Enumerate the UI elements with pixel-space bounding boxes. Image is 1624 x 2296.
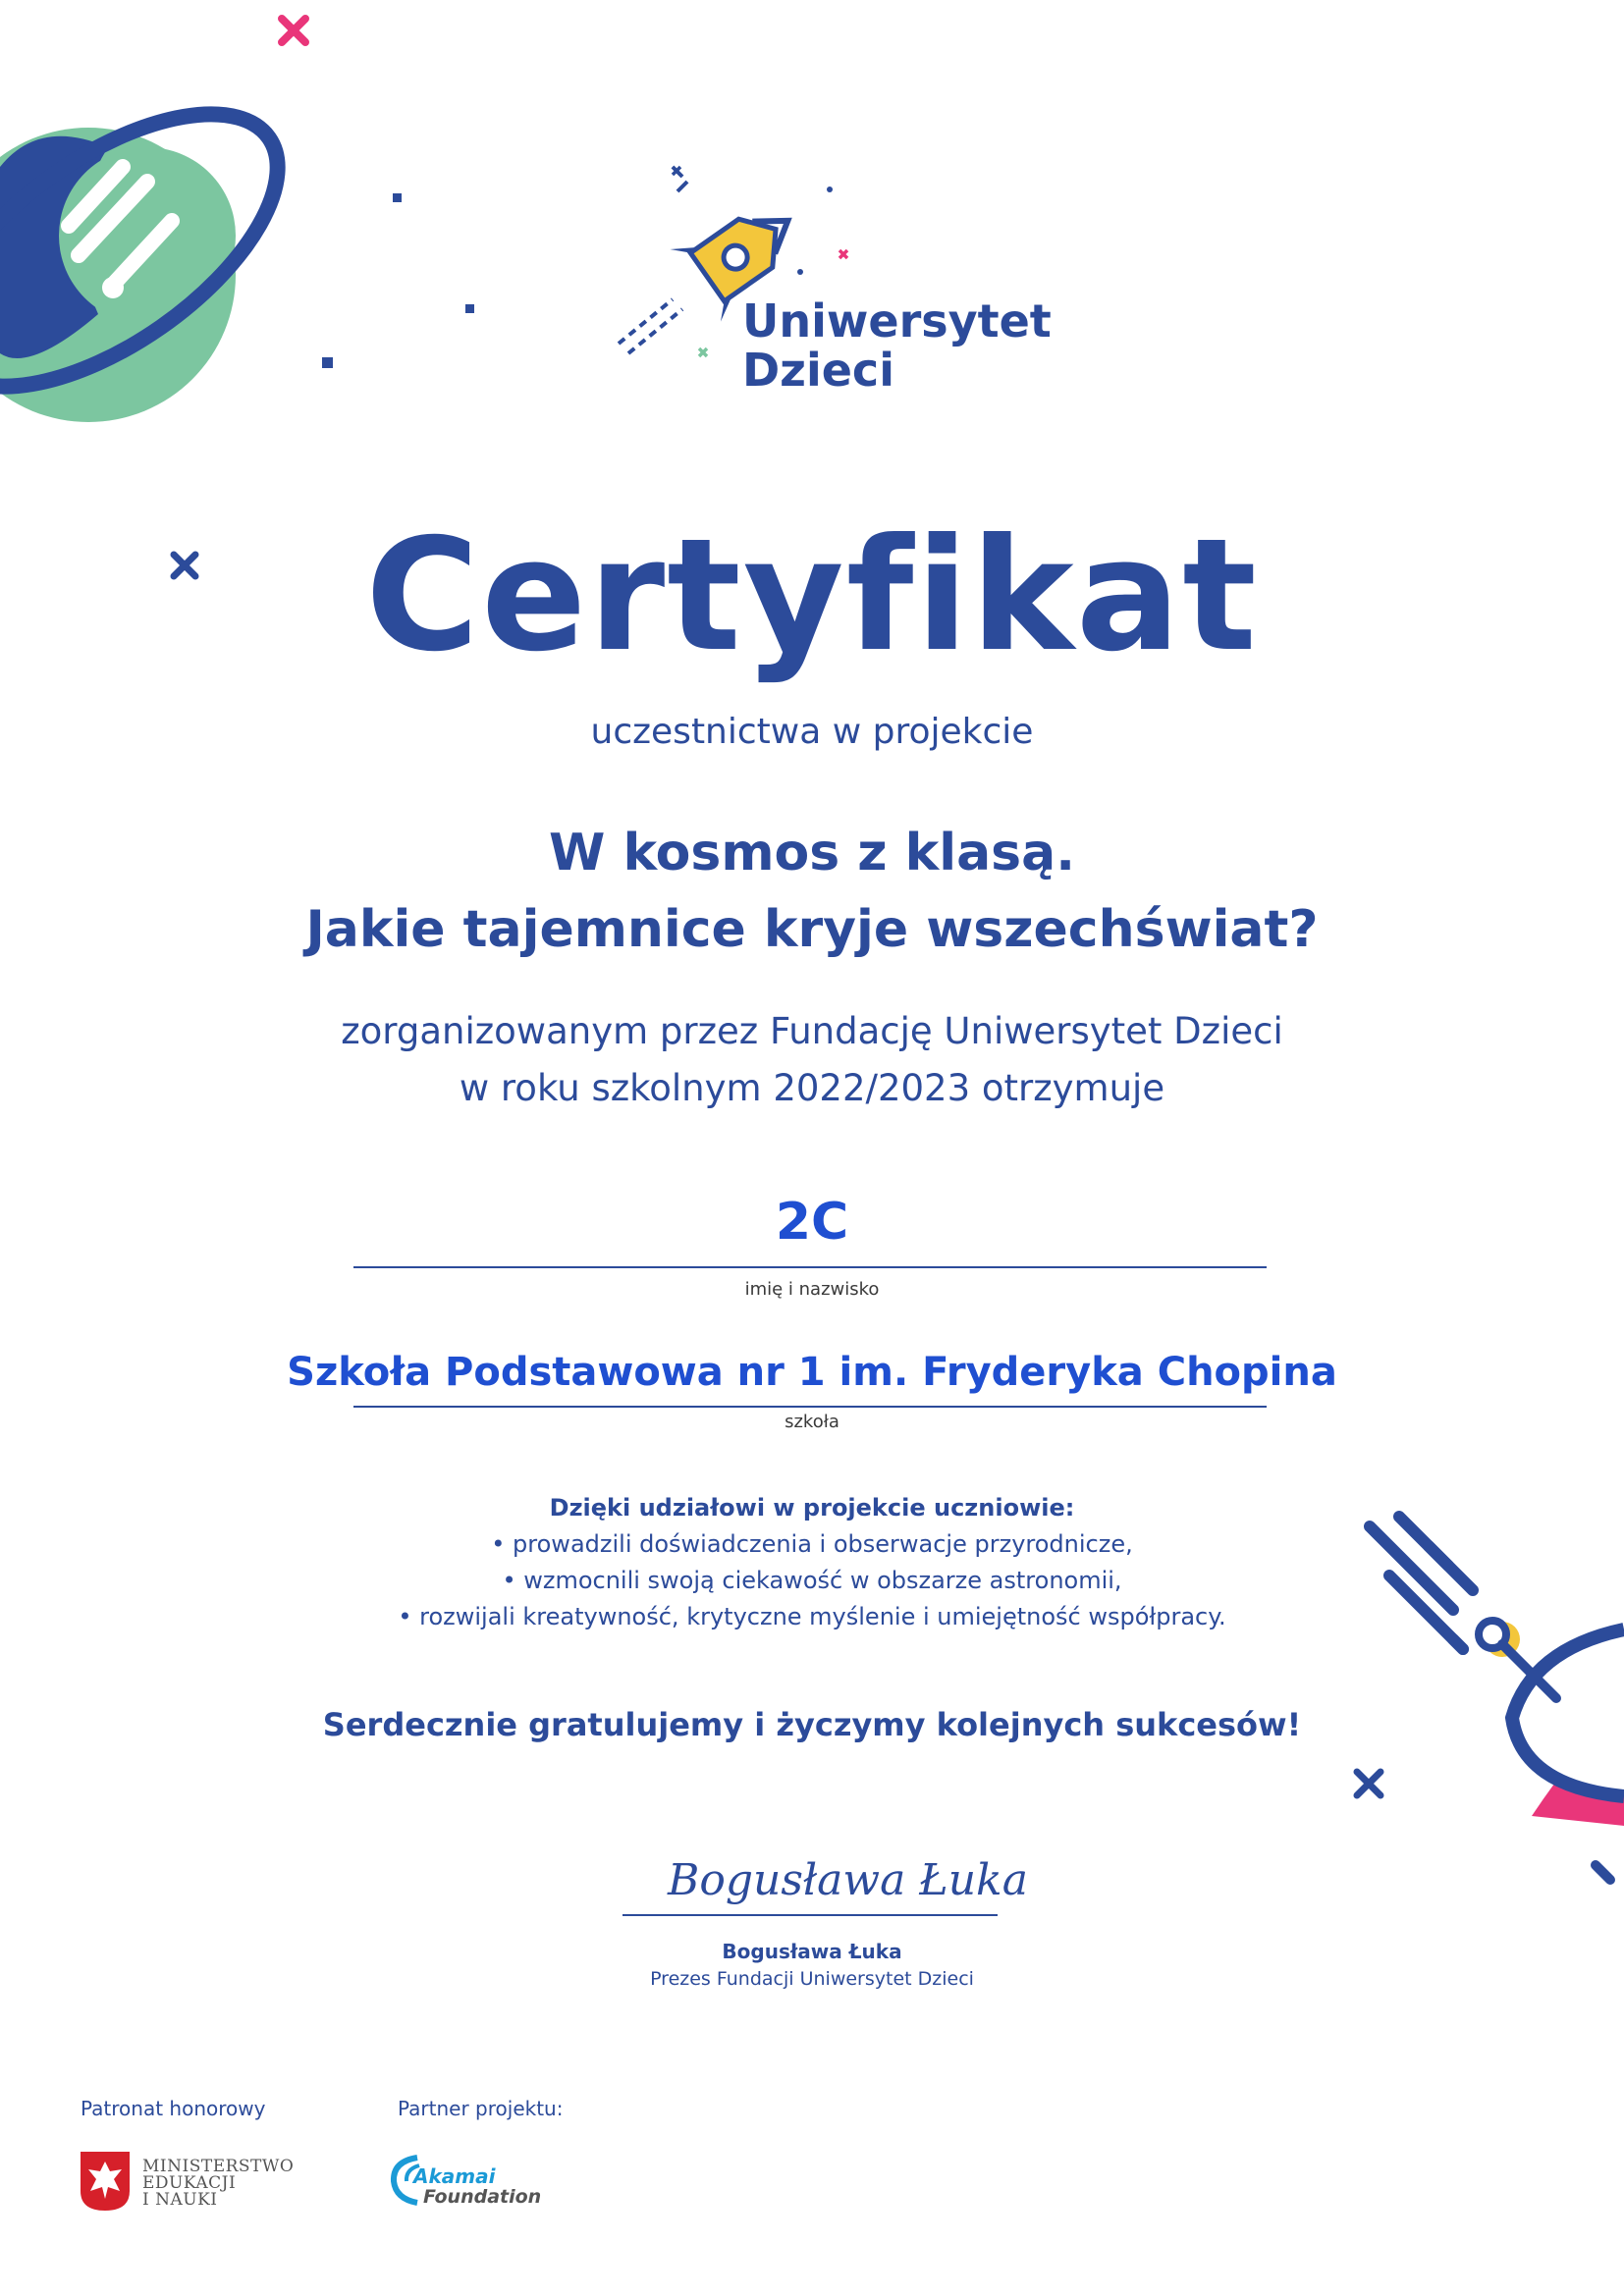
- polish-eagle-emblem-icon: [81, 2152, 130, 2211]
- certificate-title: Certyfikat: [365, 506, 1259, 686]
- name-label: imię i nazwisko: [744, 1279, 880, 1300]
- organizer-text: [0, 1003, 1624, 1117]
- project-line2: Jakie tajemnice kryje wszechświat?: [305, 900, 1319, 959]
- planet-illustration: [0, 0, 314, 461]
- satellite-illustration: [1355, 1502, 1624, 1895]
- benefit-item: • prowadzili doświadczenia i obserwacje przyrodnicze,: [491, 1530, 1133, 1558]
- signer-role: Prezes Fundacji Uniwersytet Dzieci: [650, 1968, 974, 1990]
- partner-line1: Akamai: [413, 2164, 496, 2188]
- congratulations-text: Serdecznie gratulujemy i życzymy kolejnych sukcesów!: [322, 1706, 1302, 1743]
- school-name: Szkoła Podstawowa nr 1 im. Fryderyka Chopina: [287, 1350, 1337, 1395]
- benefits-heading: Dzięki udziałowi w projekcie uczniowie:: [549, 1494, 1075, 1522]
- partner-label: Partner projektu:: [398, 2097, 564, 2120]
- project-line1: W kosmos z klasą.: [549, 824, 1075, 882]
- partner-line2: Foundation: [423, 2186, 542, 2208]
- organizer-line2: w roku szkolnym 2022/2023 otrzymuje: [459, 1067, 1165, 1109]
- ministry-line2: EDUKACJI: [142, 2173, 237, 2193]
- blue-cross-icon: [1352, 1767, 1385, 1800]
- ministry-line3: I NAUKI: [142, 2190, 218, 2210]
- benefit-item: • wzmocnili swoją ciekawość w obszarze astronomii,: [502, 1567, 1122, 1594]
- signature-image: [648, 1836, 1028, 1934]
- logo-text: [742, 296, 1052, 395]
- ministry-line1: MINISTERSTWO: [142, 2157, 295, 2176]
- ministry-logo-text: [142, 2159, 294, 2209]
- signature-text: Bogusława Łuka: [668, 1855, 1028, 1905]
- star-dot-icon: [322, 357, 333, 368]
- recipient-name: 2C: [775, 1193, 849, 1252]
- project-name: [0, 815, 1624, 968]
- certificate-subtitle: uczestnictwa w projekcie: [590, 712, 1034, 752]
- patron-label: Patronat honorowy: [81, 2097, 266, 2120]
- logo-line2: Dzieci: [742, 344, 894, 397]
- pink-cross-icon: [277, 14, 310, 47]
- star-dot-icon: [393, 193, 402, 202]
- name-underline: [353, 1266, 1267, 1268]
- star-dot-icon: [465, 304, 474, 313]
- organizer-line1: zorganizowanym przez Fundację Uniwersytet Dzieci: [341, 1010, 1283, 1052]
- logo-line1: Uniwersytet: [742, 294, 1052, 347]
- school-label: szkoła: [785, 1412, 839, 1432]
- school-underline: [353, 1406, 1267, 1408]
- akamai-foundation-logo: [388, 2150, 565, 2209]
- signature-line: [623, 1914, 998, 1916]
- benefit-item: • rozwijali kreatywność, krytyczne myślenie i umiejętność współpracy.: [398, 1603, 1226, 1630]
- signer-name: Bogusława Łuka: [722, 1940, 902, 1963]
